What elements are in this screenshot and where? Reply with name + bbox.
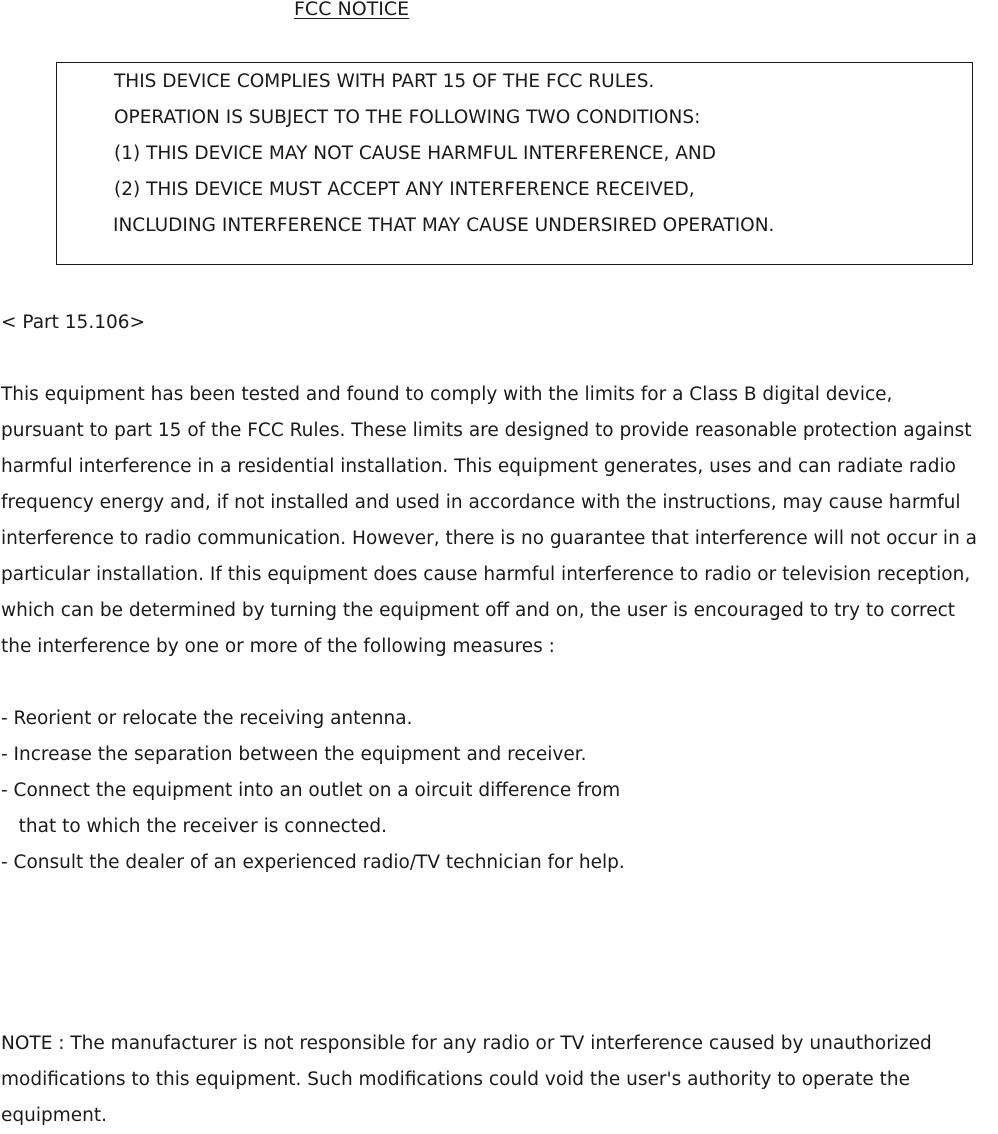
measures-list — [1, 701, 701, 881]
fcc-compliance-statement — [114, 64, 964, 244]
measure-item: - Reorient or relocate the receiving antenna. — [1, 708, 413, 729]
compliance-line: OPERATION IS SUBJECT TO THE FOLLOWING TWO CONDITIONS: — [114, 107, 701, 128]
compliance-line: INCLUDING INTERFERENCE THAT MAY CAUSE UNDERSIRED OPERATION. — [113, 215, 775, 236]
part-15-paragraph — [1, 377, 998, 665]
section-label: < Part 15.106> — [1, 312, 146, 333]
compliance-line: THIS DEVICE COMPLIES WITH PART 15 OF THE FCC RULES. — [114, 71, 655, 92]
paragraph-line: This equipment has been tested and found to comply with the limits for a Class B digital device, — [1, 384, 893, 405]
note-line: equipment. — [1, 1105, 107, 1126]
measure-item: - Consult the dealer of an experienced radio/TV technician for help. — [1, 852, 625, 873]
page-title: FCC NOTICE — [294, 0, 410, 20]
manufacturer-note — [1, 1026, 998, 1134]
compliance-line: (2) THIS DEVICE MUST ACCEPT ANY INTERFERENCE RECEIVED, — [114, 179, 695, 200]
measure-item-continuation: that to which the receiver is connected. — [1, 816, 388, 837]
note-line: NOTE : The manufacturer is not responsible for any radio or TV interference caused by unauthorized — [1, 1033, 932, 1054]
paragraph-line: which can be determined by turning the equipment off and on, the user is encouraged to try to correct — [1, 600, 956, 621]
paragraph-line: pursuant to part 15 of the FCC Rules. These limits are designed to provide reasonable protection against — [1, 420, 972, 441]
paragraph-line: particular installation. If this equipment does cause harmful interference to radio or television reception, — [1, 564, 971, 585]
measure-item: - Connect the equipment into an outlet on a oircuit difference from — [1, 780, 621, 801]
note-line: modifications to this equipment. Such modifications could void the user's authority to operate the — [1, 1069, 911, 1090]
measure-item: - Increase the separation between the equipment and receiver. — [1, 744, 587, 765]
paragraph-line: interference to radio communication. However, there is no guarantee that interference will not occur in a — [1, 528, 978, 549]
compliance-line: (1) THIS DEVICE MAY NOT CAUSE HARMFUL INTERFERENCE, AND — [114, 143, 716, 164]
paragraph-line: the interference by one or more of the following measures : — [1, 636, 555, 657]
paragraph-line: frequency energy and, if not installed and used in accordance with the instructions, may cause harmful — [1, 492, 961, 513]
paragraph-line: harmful interference in a residential installation. This equipment generates, uses and can radiate radio — [1, 456, 956, 477]
